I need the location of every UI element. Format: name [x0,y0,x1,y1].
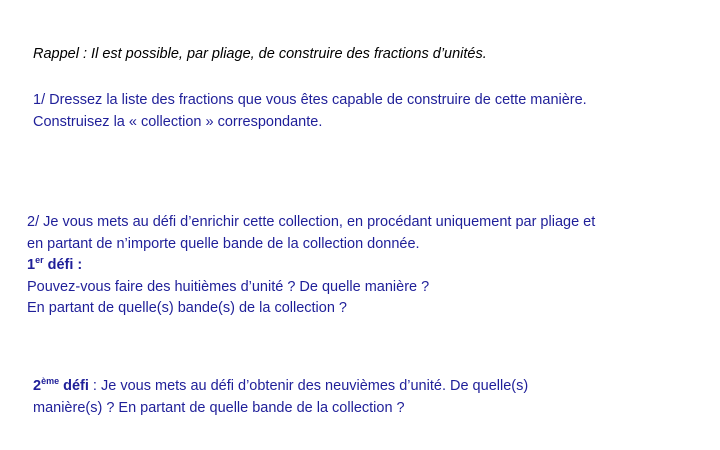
defi-2-word: défi [63,378,89,394]
question-3-line-1-rest: : Je vous mets au défi d’obtenir des neuvièmes d’unité. De quelle(s) [88,378,529,394]
defi-1-heading [27,255,595,277]
question-3-line-2: manière(s) ? En partant de quelle bande de la collection ? [33,399,405,416]
question-2 [27,212,595,320]
rappel-text: Rappel : Il est possible, par pliage, de construire des fractions d’unités. [33,46,487,62]
question-2-line-4: Pouvez-vous faire des huitièmes d’unité ? De quelle manière ? [27,278,430,295]
defi-1-word: défi : [47,257,83,273]
defi-2-number: 2 [33,378,42,394]
question-2-line-1: 2/ Je vous mets au défi d’enrichir cette collection, en procédant uniquement par pliage et [27,214,596,230]
defi-1-superscript: er [35,255,44,265]
question-3-line-1 [33,376,528,398]
question-2-line-2: en partant de n’importe quelle bande de la collection donnée. [27,235,420,252]
question-2-line-5: En partant de quelle(s) bande(s) de la collection ? [27,300,347,316]
question-3 [33,376,528,419]
defi-2-superscript: ème [41,376,60,386]
defi-1-number: 1 [27,257,36,273]
question-1 [33,90,587,133]
question-1-line-1: 1/ Dressez la liste des fractions que vous êtes capable de construire de cette manière. [33,92,587,108]
question-1-line-2: Construisez la « collection » correspondante. [33,113,323,130]
